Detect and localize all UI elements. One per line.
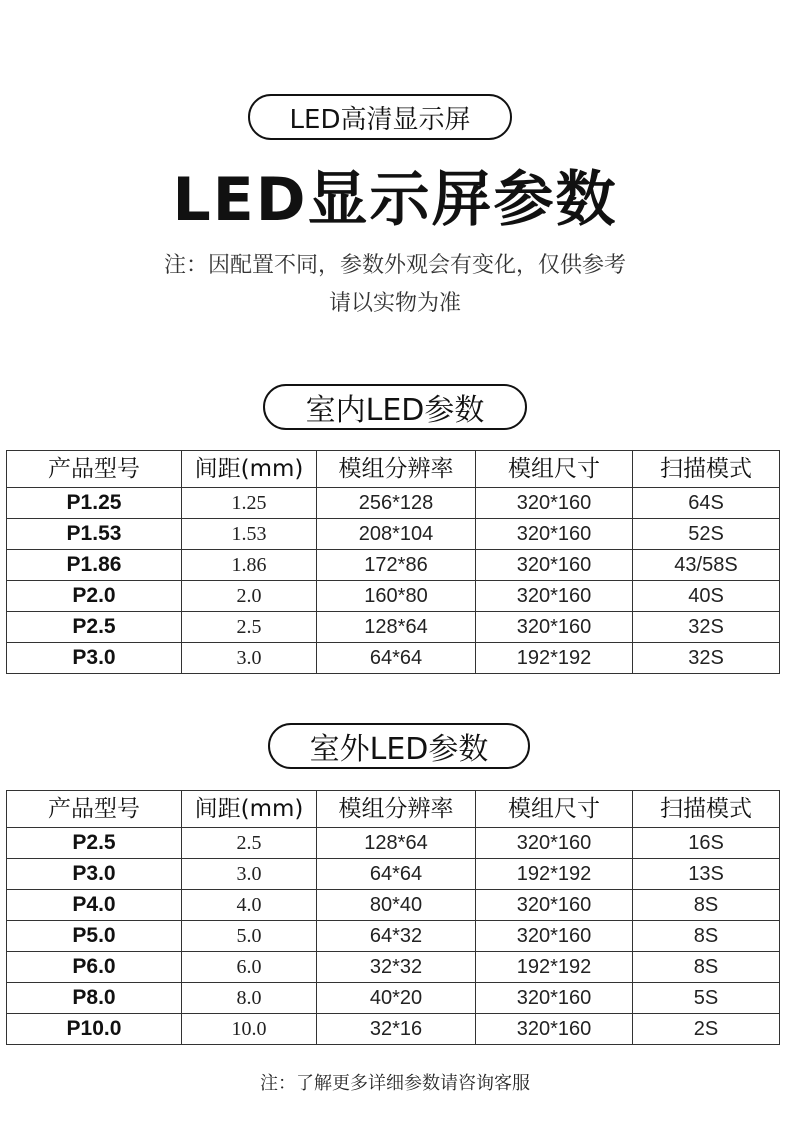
cell-scan-mode: 32S: [633, 643, 780, 674]
table-row: [7, 890, 780, 921]
indoor-section-label: [263, 384, 527, 430]
cell-scan-mode: 43/58S: [633, 550, 780, 581]
cell-scan-mode: 52S: [633, 519, 780, 550]
cell-pitch: 2.5: [182, 828, 317, 859]
table-row: [7, 488, 780, 519]
cell-module-resolution: 256*128: [317, 488, 476, 519]
cell-module-resolution: 64*64: [317, 643, 476, 674]
cell-model: P4.0: [7, 890, 182, 921]
cell-module-resolution: 32*16: [317, 1014, 476, 1045]
cell-model: P2.5: [7, 612, 182, 643]
cell-module-size: 320*160: [476, 890, 633, 921]
cell-module-resolution: 172*86: [317, 550, 476, 581]
cell-pitch: 4.0: [182, 890, 317, 921]
column-header-model: 产品型号: [7, 791, 182, 828]
cell-scan-mode: 16S: [633, 828, 780, 859]
cell-module-size: 320*160: [476, 581, 633, 612]
cell-module-size: 192*192: [476, 859, 633, 890]
cell-model: P8.0: [7, 983, 182, 1014]
footer-note: 注：了解更多详细参数请咨询客服: [260, 1073, 530, 1094]
cell-scan-mode: 40S: [633, 581, 780, 612]
table-row: [7, 859, 780, 890]
cell-module-size: 320*160: [476, 550, 633, 581]
column-header-module-size: 模组尺寸: [476, 451, 633, 488]
table-header-row: [7, 451, 780, 488]
cell-module-resolution: 128*64: [317, 828, 476, 859]
cell-scan-mode: 13S: [633, 859, 780, 890]
cell-module-resolution: 208*104: [317, 519, 476, 550]
disclaimer-note-line-1: 注：因配置不同，参数外观会有变化，仅供参考: [163, 253, 626, 278]
outdoor-section-label: [268, 723, 530, 769]
cell-module-size: 320*160: [476, 519, 633, 550]
outdoor-table-body: [7, 828, 780, 1045]
cell-module-resolution: 80*40: [317, 890, 476, 921]
cell-model: P2.5: [7, 828, 182, 859]
table-row: [7, 643, 780, 674]
cell-scan-mode: 32S: [633, 612, 780, 643]
cell-pitch: 8.0: [182, 983, 317, 1014]
cell-scan-mode: 2S: [633, 1014, 780, 1045]
table-header-row: [7, 791, 780, 828]
header-pill-text: LED高清显示屏: [289, 104, 471, 135]
cell-pitch: 10.0: [182, 1014, 317, 1045]
cell-pitch: 1.25: [182, 488, 317, 519]
table-row: [7, 519, 780, 550]
table-row: [7, 550, 780, 581]
cell-scan-mode: 8S: [633, 890, 780, 921]
cell-model: P6.0: [7, 952, 182, 983]
column-header-model: 产品型号: [7, 451, 182, 488]
cell-model: P10.0: [7, 1014, 182, 1045]
cell-module-resolution: 160*80: [317, 581, 476, 612]
column-header-module-resolution: 模组分辨率: [317, 791, 476, 828]
table-row: [7, 612, 780, 643]
table-row: [7, 1014, 780, 1045]
cell-module-resolution: 40*20: [317, 983, 476, 1014]
cell-model: P1.86: [7, 550, 182, 581]
table-row: [7, 952, 780, 983]
cell-model: P1.25: [7, 488, 182, 519]
table-row: [7, 828, 780, 859]
cell-module-size: 320*160: [476, 921, 633, 952]
cell-model: P2.0: [7, 581, 182, 612]
cell-scan-mode: 5S: [633, 983, 780, 1014]
cell-scan-mode: 64S: [633, 488, 780, 519]
header-pill-label: [248, 94, 512, 140]
column-header-module-size: 模组尺寸: [476, 791, 633, 828]
cell-module-resolution: 64*32: [317, 921, 476, 952]
cell-module-size: 320*160: [476, 983, 633, 1014]
column-header-scan-mode: 扫描模式: [633, 791, 780, 828]
indoor-table-body: [7, 488, 780, 674]
cell-scan-mode: 8S: [633, 952, 780, 983]
cell-model: P5.0: [7, 921, 182, 952]
column-header-pitch: 间距(mm): [182, 791, 317, 828]
table-row: [7, 983, 780, 1014]
cell-module-resolution: 32*32: [317, 952, 476, 983]
cell-module-resolution: 64*64: [317, 859, 476, 890]
cell-pitch: 3.0: [182, 859, 317, 890]
table-row: [7, 581, 780, 612]
cell-module-size: 320*160: [476, 612, 633, 643]
cell-module-size: 320*160: [476, 828, 633, 859]
cell-model: P1.53: [7, 519, 182, 550]
cell-module-size: 320*160: [476, 1014, 633, 1045]
cell-pitch: 2.0: [182, 581, 317, 612]
indoor-spec-table: [6, 450, 780, 674]
column-header-pitch: 间距(mm): [182, 451, 317, 488]
cell-pitch: 5.0: [182, 921, 317, 952]
cell-module-size: 320*160: [476, 488, 633, 519]
column-header-scan-mode: 扫描模式: [633, 451, 780, 488]
cell-module-resolution: 128*64: [317, 612, 476, 643]
cell-pitch: 3.0: [182, 643, 317, 674]
cell-model: P3.0: [7, 859, 182, 890]
cell-pitch: 1.86: [182, 550, 317, 581]
page-title: LED显示屏参数: [172, 165, 618, 235]
indoor-section-label-text: 室内LED参数: [305, 393, 485, 428]
cell-pitch: 6.0: [182, 952, 317, 983]
disclaimer-note-line-2: 请以实物为准: [328, 291, 461, 316]
cell-module-size: 192*192: [476, 643, 633, 674]
cell-pitch: 1.53: [182, 519, 317, 550]
outdoor-spec-table: [6, 790, 780, 1045]
column-header-module-resolution: 模组分辨率: [317, 451, 476, 488]
cell-scan-mode: 8S: [633, 921, 780, 952]
cell-model: P3.0: [7, 643, 182, 674]
table-row: [7, 921, 780, 952]
cell-pitch: 2.5: [182, 612, 317, 643]
outdoor-section-label-text: 室外LED参数: [309, 732, 489, 767]
cell-module-size: 192*192: [476, 952, 633, 983]
